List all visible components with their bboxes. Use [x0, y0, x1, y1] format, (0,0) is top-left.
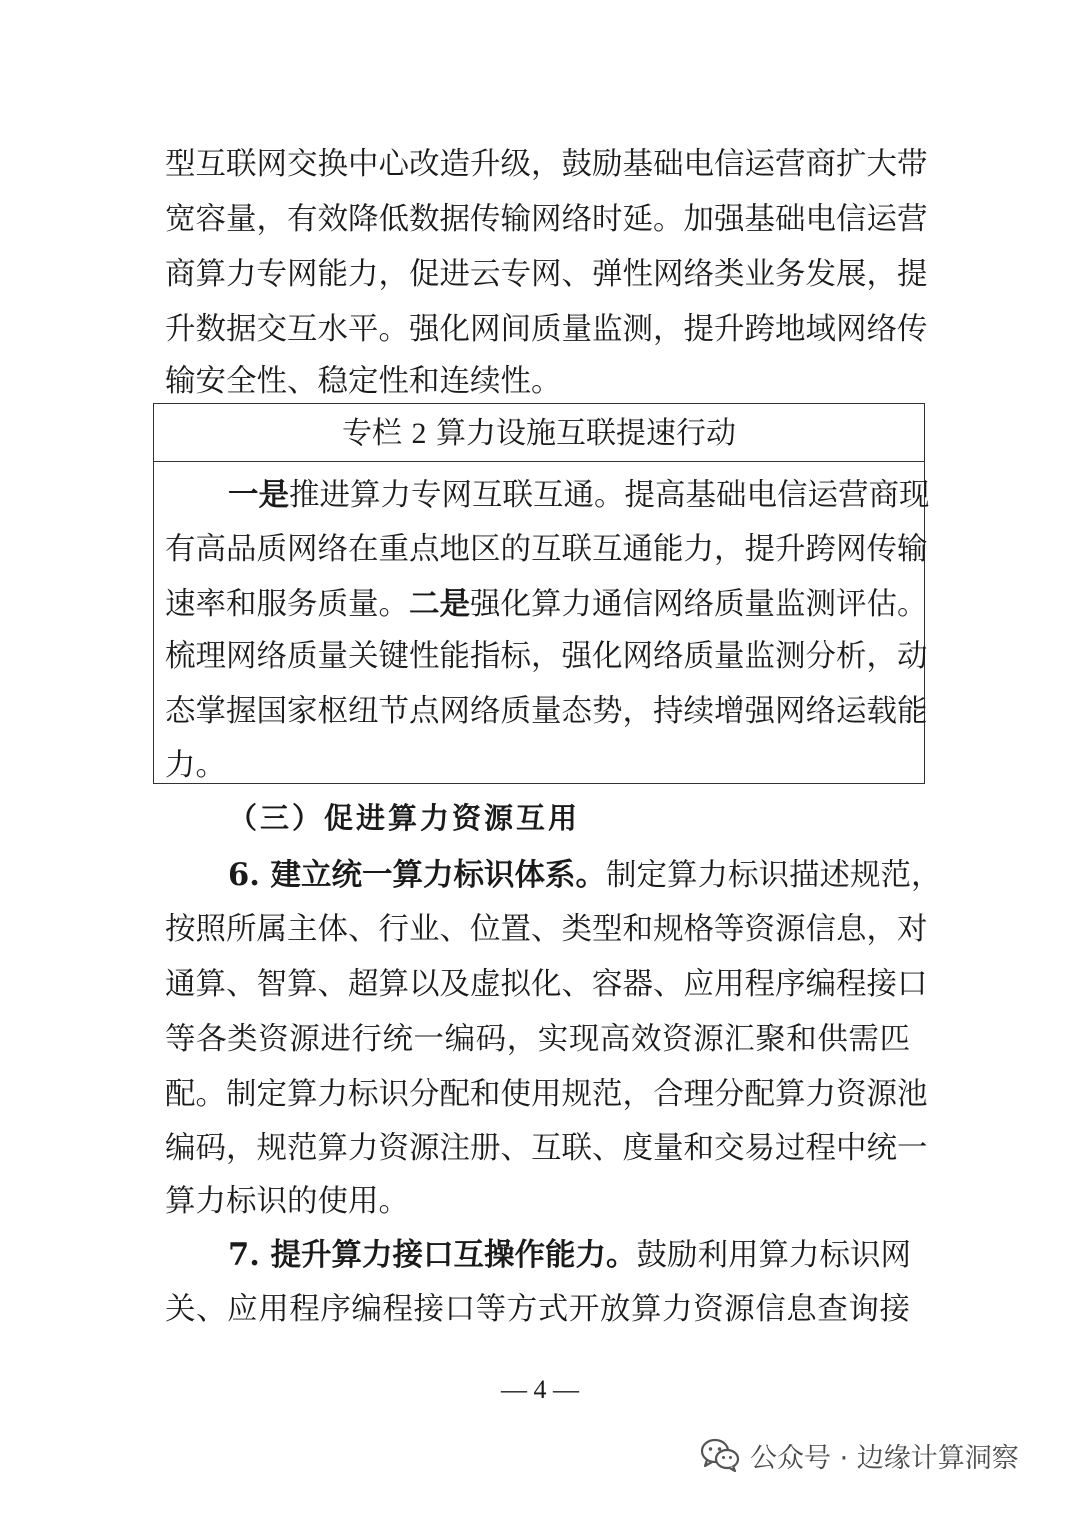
item-6-heading: 6. 建立统一算力标识体系。 [228, 857, 606, 893]
column-box-line [165, 586, 928, 623]
column-box-text: 强化算力通信网络质量监测评估。 [470, 587, 928, 622]
intro-line: 型互联网交换中心改造升级，鼓励基础电信运营商扩大带 [165, 147, 928, 182]
item-6-line: 配。制定算力标识分配和使用规范，合理分配算力资源池 [165, 1077, 928, 1112]
column-box-title-text: 算力设施互联提速行动 [436, 416, 737, 451]
watermark-text: 公众号 · 边缘计算洞察 [750, 1442, 1019, 1474]
page-number: — 4 — [501, 1375, 579, 1404]
column-box-title-number: 2 [411, 417, 427, 450]
column-box-divider [154, 461, 924, 462]
column-box-text: 速率和服务质量。 [165, 587, 409, 622]
intro-line: 升数据交互水平。强化网间质量监测，提升跨地域网络传 [165, 312, 928, 347]
bold-lead: 一是 [228, 477, 289, 513]
item-6-line: 算力标识的使用。 [165, 1184, 409, 1219]
item-6-line: 按照所属主体、行业、位置、类型和规格等资源信息，对 [165, 912, 928, 947]
intro-line: 宽容量，有效降低数据传输网络时延。加强基础电信运营 [165, 202, 928, 237]
column-box-line: 有高品质网络在重点地区的互联互通能力，提升跨网传输 [165, 532, 928, 567]
bold-lead: 二是 [409, 586, 470, 622]
item-7-line: 关、应用程序编程接口等方式开放算力资源信息查询接 [165, 1292, 910, 1327]
column-box-line: 梳理网络质量关键性能指标，强化网络质量监测分析，动 [165, 639, 928, 674]
column-box-title [154, 418, 924, 450]
item-7-first-line [228, 1237, 910, 1274]
column-box-line: 力。 [165, 748, 226, 783]
item-6-line: 编码，规范算力资源注册、互联、度量和交易过程中统一 [165, 1131, 928, 1166]
column-box-title-prefix: 专栏 [341, 416, 402, 451]
column-box-text: 推进算力专网互联互通。提高基础电信运营商现 [289, 478, 930, 513]
section-heading: （三）促进算力资源互用 [228, 801, 581, 835]
item-6-line: 等各类资源进行统一编码，实现高效资源汇聚和供需匹 [165, 1022, 910, 1057]
column-box-line: 态掌握国家枢纽节点网络质量态势，持续增强网络运载能 [165, 694, 928, 729]
item-6-line: 通算、智算、超算以及虚拟化、容器、应用程序编程接口 [165, 967, 928, 1002]
item-7-text: 鼓励利用算力标识网 [636, 1238, 911, 1273]
item-6-text: 制定算力标识描述规范， [605, 858, 942, 893]
wechat-watermark [700, 1433, 1019, 1477]
column-box-line [228, 477, 930, 514]
intro-line: 输安全性、稳定性和连续性。 [165, 364, 562, 399]
intro-line: 商算力专网能力，促进云专网、弹性网络类业务发展，提 [165, 257, 928, 292]
wechat-icon [700, 1438, 740, 1472]
item-6-first-line [228, 857, 942, 894]
item-7-heading: 7. 提升算力接口互操作能力。 [228, 1237, 637, 1273]
